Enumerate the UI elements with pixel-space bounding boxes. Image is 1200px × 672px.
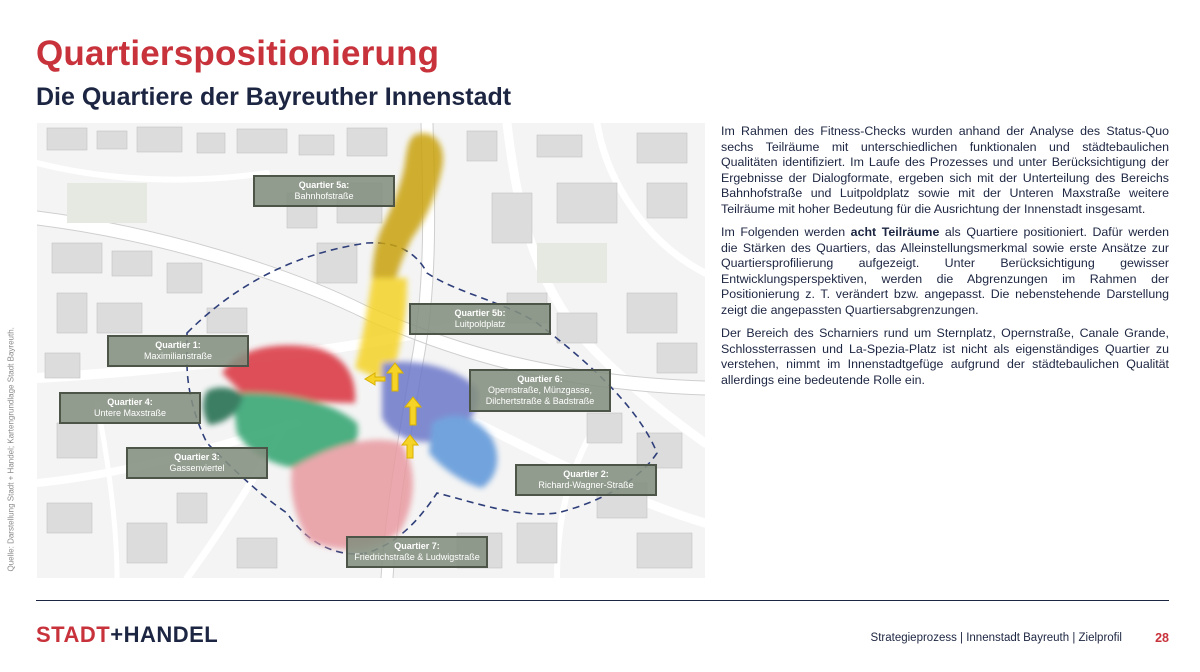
paragraph-2: Im Folgenden werden acht Teilräume als Quartiere positioniert. Dafür werden die Stärken des Quartiers, das Alleinstellungsmerkmal sowie erste Ansätze zur Quartiersprofilierung aufgezeigt. Unter Berücksichtigung gewisser Entwicklungsperspektiven, werden die Abgrenzungen im Rahmen der Positionierung z. T. verändert bzw. angepasst. Die nebenstehende Darstellung zeigt die angepassten Quartiersabgrenzungen.: [721, 225, 1169, 317]
label-quartier-7: Quartier 7: Friedrichstraße & Ludwigstraße: [346, 536, 488, 568]
stadt-handel-logo: STADT+HANDEL: [36, 622, 219, 647]
highlight-acht-teilraeume: acht Teilräume: [850, 225, 940, 239]
label-quartier-5a: Quartier 5a: Bahnhofstraße: [253, 175, 395, 207]
page-number: 28: [1155, 631, 1169, 645]
label-quartier-5b: Quartier 5b: Luitpoldplatz: [409, 303, 551, 335]
quarter-map: [37, 123, 705, 578]
label-quartier-4: Quartier 4: Untere Maxstraße: [59, 392, 201, 424]
footer-breadcrumb: Strategieprozess | Innenstadt Bayreuth | Zielprofil: [870, 632, 1122, 644]
label-quartier-3: Quartier 3: Gassenviertel: [126, 447, 268, 479]
source-note: Quelle: Darstellung Stadt + Handel; Kartengrundlage Stadt Bayreuth.: [6, 327, 16, 572]
page-title: Quartierspositionierung: [36, 34, 440, 73]
description-text: [721, 124, 1169, 396]
paragraph-1: Im Rahmen des Fitness-Checks wurden anhand der Analyse des Status-Quo sechs Teilräume mit unterschiedlichen funktionalen und städtebaulichen Qualitäten identifiziert. Im Laufe des Prozesses und unter Berücksichtigung der Ergebnisse der Dialogformate, ergeben sich mit der Unterteilung des Bereichs Bahnhofstraße und Luitpoldplatz sowie mit der Unteren Maxstraße weitere Teilräume mit hoher Bedeutung für die Ausrichtung der Innenstadt insgesamt.: [721, 124, 1169, 216]
page-subtitle: Die Quartiere der Bayreuther Innenstadt: [36, 83, 512, 111]
paragraph-3: Der Bereich des Scharniers rund um Sternplatz, Opernstraße, Canale Grande, Schlossterrassen und La-Spezia-Platz ist nicht als eigenständiges Quartier zu verstehen, nimmt im Innenstadtgefüge aufgrund der städtebaulichen Qualität allerdings eine bedeutende Rolle ein.: [721, 326, 1169, 387]
label-quartier-6: Quartier 6: Opernstraße, Münzgasse, Dilchertstraße & Badstraße: [469, 369, 611, 412]
label-quartier-2: Quartier 2: Richard-Wagner-Straße: [515, 464, 657, 496]
footer-divider: [36, 600, 1169, 601]
label-quartier-1: Quartier 1: Maximilianstraße: [107, 335, 249, 367]
